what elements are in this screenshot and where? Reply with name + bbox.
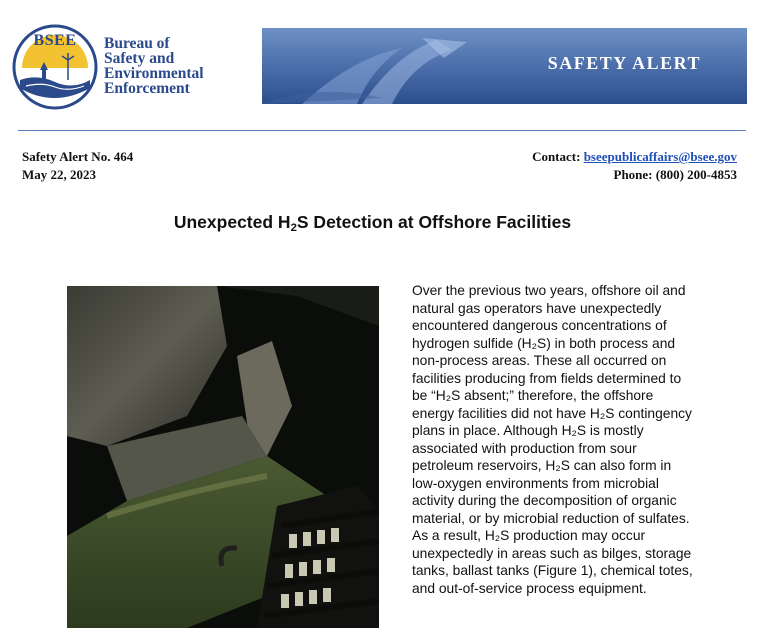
body-line: plans in place. Although H₂S is mostly bbox=[412, 423, 644, 438]
bsee-logo bbox=[12, 24, 98, 110]
body-line: be “H₂S absent;” therefore, the offshore bbox=[412, 388, 654, 403]
title-part: Unexpected H bbox=[173, 212, 291, 232]
document-title bbox=[0, 212, 745, 233]
alert-date: May 22, 2023 bbox=[22, 167, 97, 182]
body-line: associated with production from sour bbox=[412, 440, 637, 456]
bureau-line: Bureau of bbox=[104, 35, 170, 52]
body-line: As a result, H₂S production may occur bbox=[412, 528, 646, 543]
title-part: S Detection at Offshore Facilities bbox=[296, 212, 572, 232]
bureau-line: Safety and bbox=[104, 50, 175, 67]
contact-email-link[interactable]: bseepublicaffairs@bsee.gov bbox=[583, 149, 737, 164]
contact-line bbox=[532, 148, 737, 166]
body-line: encountered dangerous concentrations of bbox=[412, 318, 667, 333]
logo-text: BSEE bbox=[33, 32, 77, 49]
body-line: natural gas operators have unexpectedly bbox=[412, 300, 662, 316]
banner-title: SAFETY ALERT bbox=[547, 53, 701, 73]
body-line: tanks, ballast tanks (Figure 1), chemical totes, bbox=[412, 563, 693, 578]
body-paragraph bbox=[412, 282, 742, 597]
alert-meta bbox=[22, 148, 133, 184]
body-line: Over the previous two years, offshore oil and bbox=[412, 283, 686, 298]
header-divider bbox=[18, 130, 746, 131]
bureau-line: Enforcement bbox=[104, 80, 190, 97]
title-subscript: 2 bbox=[290, 221, 297, 234]
alert-number: Safety Alert No. 464 bbox=[22, 149, 134, 164]
body-line: activity during the decomposition of organic bbox=[412, 493, 677, 508]
body-line: unexpectedly in areas such as bilges, storage bbox=[412, 545, 692, 561]
body-line: non-process areas. These all occurred on bbox=[412, 353, 667, 368]
contact-info bbox=[532, 148, 737, 184]
body-line: material, or by microbial reduction of sulfates. bbox=[412, 510, 690, 526]
body-line: facilities producing from fields determined to bbox=[412, 370, 682, 386]
contact-label: Contact: bbox=[532, 149, 584, 164]
ballast-tank-photo bbox=[67, 286, 379, 628]
body-line: hydrogen sulfide (H₂S) in both process and bbox=[412, 335, 676, 351]
phone-number: Phone: (800) 200-4853 bbox=[613, 167, 737, 182]
body-line: and out-of-service process equipment. bbox=[412, 580, 647, 596]
body-line: energy facilities did not have H₂S contingency bbox=[412, 405, 692, 421]
bureau-line: Environmental bbox=[104, 65, 204, 82]
bureau-name bbox=[104, 36, 264, 96]
safety-alert-banner bbox=[262, 28, 747, 104]
body-line: petroleum reservoirs, H₂S can also form in bbox=[412, 458, 672, 473]
body-line: low-oxygen environments from microbial bbox=[412, 475, 659, 491]
